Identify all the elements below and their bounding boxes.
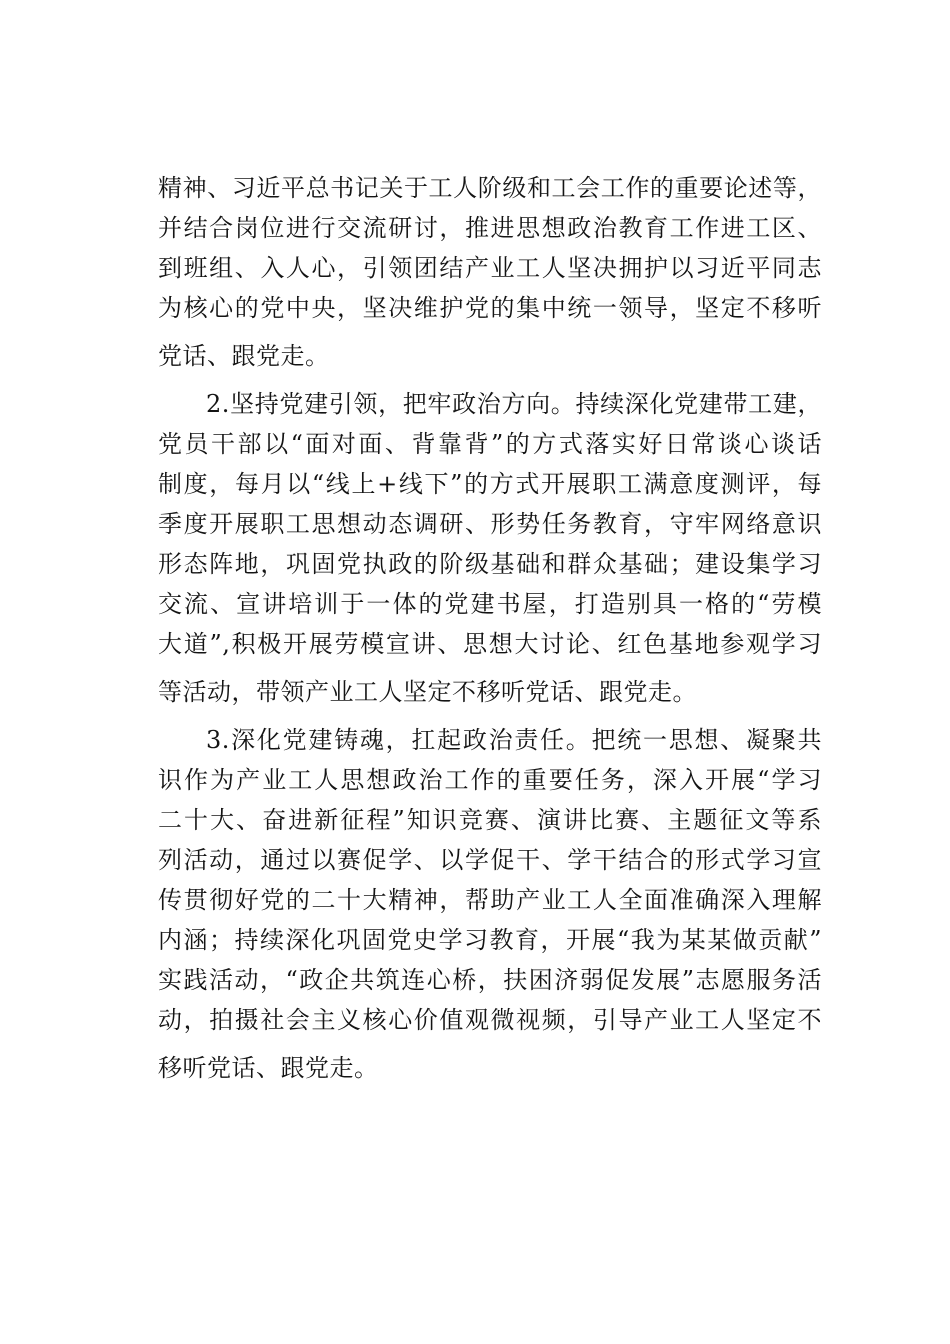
paragraph-line: 党员干部以“面对面、背靠背”的方式落实好日常谈心谈话 [158, 430, 822, 458]
paragraph-2 [158, 384, 822, 712]
paragraph-line: 大道”,积极开展劳模宣讲、思想大讨论、红色基地参观学习 [158, 630, 822, 658]
paragraph-line: 制度，每月以“线上+线下”的方式开展职工满意度测评，每 [158, 470, 822, 498]
paragraph-line: 并结合岗位进行交流研讨，推进思想政治教育工作进工区、 [158, 214, 822, 242]
paragraph-line: 二十大、奋进新征程”知识竞赛、演讲比赛、主题征文等系 [158, 806, 822, 834]
paragraph-line: 党话、跟党走。 [158, 342, 330, 370]
paragraph-line: 3.深化党建铸魂，扛起政治责任。把统一思想、凝聚共 [206, 726, 822, 754]
paragraph-line: 传贯彻好党的二十大精神，帮助产业工人全面准确深入理解 [158, 886, 822, 914]
paragraph-line: 形态阵地，巩固党执政的阶级基础和群众基础；建设集学习 [158, 550, 822, 578]
paragraph-line: 交流、宣讲培训于一体的党建书屋，打造别具一格的“劳模 [158, 590, 822, 618]
paragraph-3 [158, 720, 822, 1088]
paragraph-line: 列活动，通过以赛促学、以学促干、学干结合的形式学习宣 [158, 846, 822, 874]
paragraph-line: 内涵；持续深化巩固党史学习教育，开展“我为某某做贡献” [158, 926, 822, 954]
document-body [158, 168, 822, 1088]
paragraph-line: 2.坚持党建引领，把牢政治方向。持续深化党建带工建， [206, 390, 822, 418]
paragraph-line: 动，拍摄社会主义核心价值观微视频，引导产业工人坚定不 [158, 1006, 822, 1034]
paragraph-line: 实践活动，“政企共筑连心桥，扶困济弱促发展”志愿服务活 [158, 966, 822, 994]
paragraph-line: 为核心的党中央，坚决维护党的集中统一领导，坚定不移听 [158, 294, 822, 322]
paragraph-line: 季度开展职工思想动态调研、形势任务教育，守牢网络意识 [158, 510, 822, 538]
paragraph-line: 识作为产业工人思想政治工作的重要任务，深入开展“学习 [158, 766, 822, 794]
paragraph-1 [158, 168, 822, 376]
paragraph-line: 精神、习近平总书记关于工人阶级和工会工作的重要论述等， [158, 174, 822, 202]
paragraph-line: 到班组、入人心，引领团结产业工人坚决拥护以习近平同志 [158, 254, 822, 282]
paragraph-line: 等活动，带领产业工人坚定不移听党话、跟党走。 [158, 678, 697, 706]
paragraph-line: 移听党话、跟党走。 [158, 1054, 379, 1082]
